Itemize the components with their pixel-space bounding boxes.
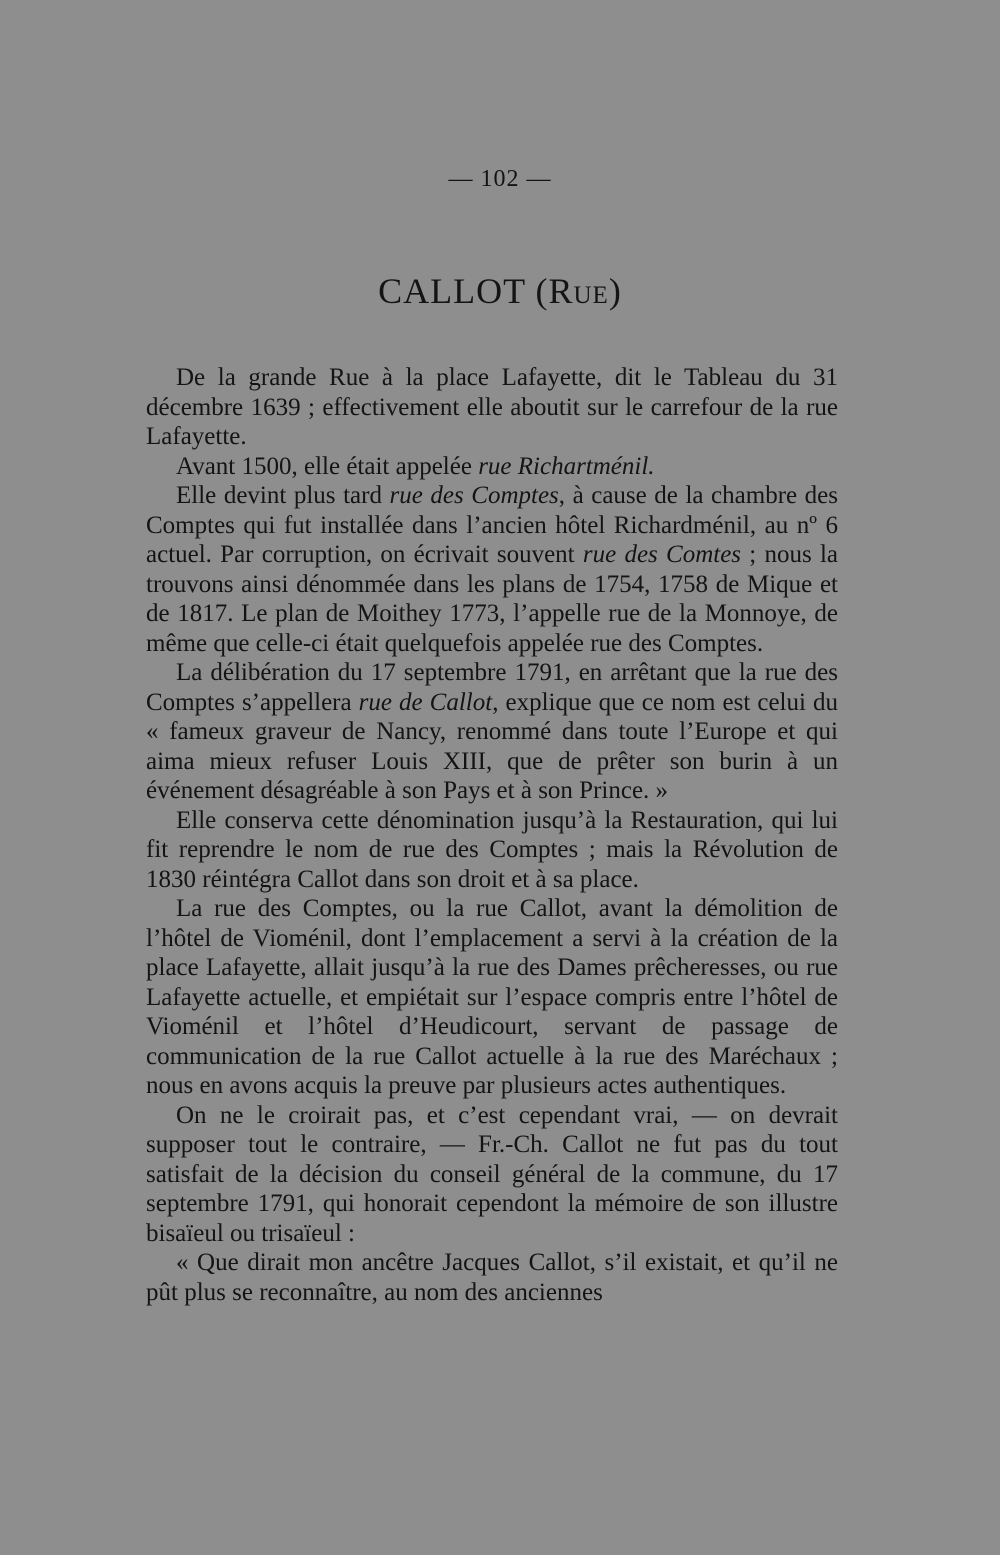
paragraph — [146, 452, 838, 482]
text-run: , explique que ce nom est celui du « fameux graveur de Nancy, renommé dans toute l’Europe et qui aima mieux refuser Louis XIII, que de prêter son burin à un événement désagréable à son Pays et à son Prince. » — [146, 688, 838, 804]
text-run: De la grande Rue à la place Lafayette, dit le Tableau du 31 décembre 1639 ; effectivement elle aboutit sur le carrefour de la rue Lafayette. — [146, 364, 838, 450]
paragraph — [146, 894, 838, 1101]
body-text — [146, 363, 838, 1307]
text-run: On ne le croirait pas, et c’est cependant vrai, — on devrait supposer tout le contraire, — Fr.-Ch. Callot ne fut pas du tout satisfait de la décision du conseil général de la commune, du 17 septembre 1791, qui honorait cependont la mémoire de son illustre bisaïeul ou trisaïeul : — [146, 1101, 838, 1247]
italic-text: rue Richartménil. — [478, 452, 655, 480]
title-main: CALLOT — [378, 271, 536, 311]
page-number: — 102 — — [448, 166, 552, 192]
text-run: La délibération du 17 septembre 1791, en arrêtant que la rue des Comptes s’appellera — [146, 659, 838, 716]
title-paren: (Rue) — [535, 271, 622, 311]
paragraph — [146, 363, 838, 452]
text-run: « Que dirait mon ancêtre Jacques Callot, s’il existait, et qu’il ne pût plus se reconnaître, au nom des anciennes — [146, 1249, 838, 1306]
paragraph — [146, 658, 838, 806]
paragraph — [146, 806, 838, 895]
text-run: ; nous la trouvons ainsi dénommée dans les plans de 1754, 1758 de Mique et de 1817. Le plan de Moithey 1773, l’appelle rue de la Monnoye, de même que celle-ci était quelquefois appelée rue des Comptes. — [146, 541, 838, 657]
paragraph — [146, 481, 838, 658]
text-run: Elle devint plus tard — [176, 482, 390, 509]
text-run: Avant 1500, elle était appelée — [176, 452, 479, 480]
italic-text: rue des Comtes — [582, 541, 742, 568]
italic-text: rue de Callot — [358, 688, 493, 716]
paragraph — [146, 1248, 838, 1307]
text-run: La rue des Comptes, ou la rue Callot, avant la démolition de l’hôtel de Vioménil, dont l’emplacement a servi à la création de la place Lafayette, allait jusqu’à la rue des Dames prêcheresses, ou rue Lafayette actuelle, et empiétait sur l’espace compris entre l’hôtel de Vioménil et l’hôtel d’Heudicourt, servant de passage de communication de la rue Callot actuelle à la rue des Maréchaux ; nous en avons acquis la preuve par plusieurs actes authentiques. — [146, 895, 838, 1099]
italic-text: rue des Comptes — [389, 482, 559, 509]
text-run: , à cause de la chambre des Comptes qui fut installée dans l’ancien hôtel Richardménil, au nº 6 actuel. Par corruption, on écrivait souvent — [146, 482, 838, 568]
page-title — [0, 270, 1000, 312]
text-run: Elle conserva cette dénomination jusqu’à la Restauration, qui lui fit reprendre le nom de rue des Comptes ; mais la Révolution de 1830 réintégra Callot dans son droit et à sa place. — [146, 806, 838, 893]
paragraph — [146, 1101, 838, 1249]
